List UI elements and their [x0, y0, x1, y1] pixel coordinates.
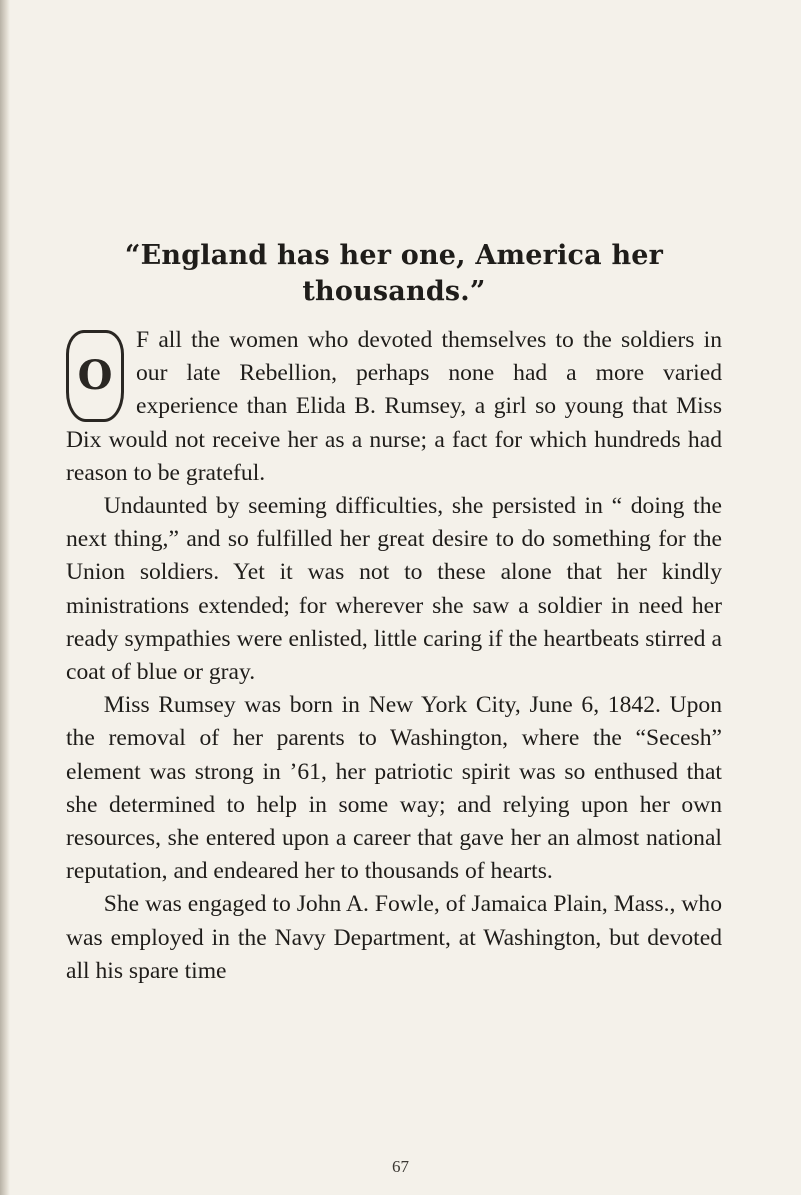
body-text	[66, 324, 722, 988]
paragraph-1	[66, 324, 722, 490]
binding-edge	[0, 0, 10, 1195]
chapter-title: “England has her one, America her thousands.”	[124, 240, 664, 307]
page-number: 67	[392, 1157, 409, 1176]
ornamental-dropcap-icon: O	[66, 330, 124, 422]
paragraph-1-text: F all the women who devoted themselves to the soldiers in our late Rebellion, perhaps none had a more varied experience than Elida B. Rumsey, a girl so young that Miss Dix would not receive her as a nurse; a fact for which hundreds had reason to be grateful.	[66, 327, 722, 486]
paragraph-2: Undaunted by seeming difficulties, she persisted in “ doing the next thing,” and so fulfilled her great desire to do something for the Union soldiers. Yet it was not to these alone that her kindly ministrations extended; for wherever she saw a soldier in need her ready sympathies were enlisted, little caring if the heartbeats stirred a coat of blue or gray.	[66, 493, 722, 686]
book-page	[66, 238, 722, 988]
paragraph-3: Miss Rumsey was born in New York City, June 6, 1842. Upon the removal of her parents to Washington, where the “Secesh” element was strong in ’61, her patriotic spirit was so enthused that she determined to help in some way; and relying upon her own resources, she entered upon a career that gave her an almost national reputation, and endeared her to thousands of hearts.	[66, 692, 722, 885]
paragraph-4: She was engaged to John A. Fowle, of Jamaica Plain, Mass., who was employed in the Navy Department, at Washington, but devoted all his spare time	[66, 891, 722, 984]
